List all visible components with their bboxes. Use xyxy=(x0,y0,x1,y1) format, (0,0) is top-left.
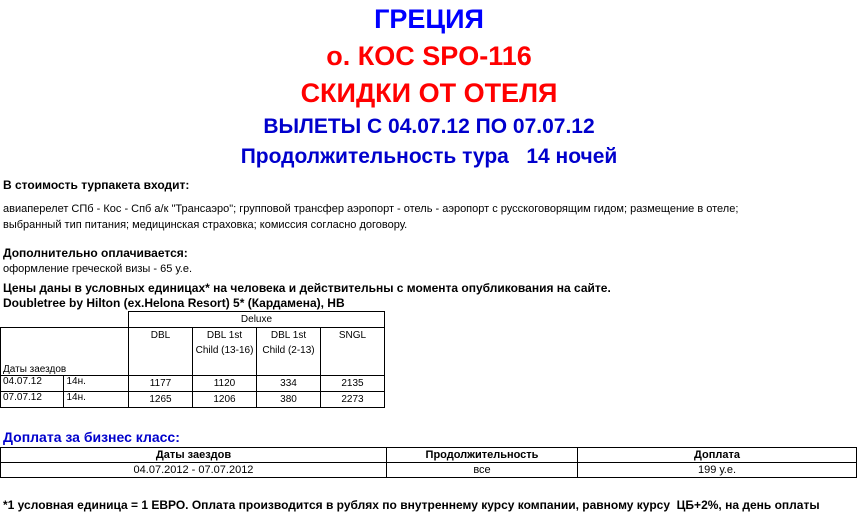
business-title: Доплата за бизнес класс: xyxy=(3,429,180,445)
included-title: В стоимость турпакета входит: xyxy=(3,178,190,192)
biz-header: Доплата xyxy=(578,448,857,463)
row-nights: 14н. xyxy=(64,392,129,408)
price-cell: 2273 xyxy=(321,392,385,408)
included-line-2: выбранный тип питания; медицинская страховка; комиссия согласно договору. xyxy=(3,219,408,231)
price-cell: 1206 xyxy=(193,392,257,408)
title-duration: Продолжительность тура 14 ночей xyxy=(240,145,618,168)
col-header: SNGL xyxy=(321,328,385,376)
col-header: DBL 1st Child (2-13) xyxy=(257,328,321,376)
title-island: о. КОС SPO-116 xyxy=(326,41,532,71)
price-cell: 1120 xyxy=(193,376,257,392)
biz-cell: 04.07.2012 - 07.07.2012 xyxy=(1,463,387,478)
biz-header: Даты заездов xyxy=(1,448,387,463)
biz-cell: все xyxy=(387,463,578,478)
included-line-1: авиаперелет СПб - Кос - Спб а/к "Трансаэро"; групповой трансфер аэропорт - отель - аэропорт с русскоговорящим гидом; размещение в отеле; xyxy=(3,203,739,215)
row-date: 04.07.12 xyxy=(1,376,64,392)
title-departures: ВЫЛЕТЫ С 04.07.12 ПО 07.07.12 xyxy=(263,115,595,138)
row-date: 07.07.12 xyxy=(1,392,64,408)
price-cell: 1177 xyxy=(129,376,193,392)
extra-visa: оформление греческой визы - 65 у.е. xyxy=(3,263,193,275)
col-header: DBL xyxy=(129,328,193,376)
col-header: DBL 1st Child (13-16) xyxy=(193,328,257,376)
price-cell: 380 xyxy=(257,392,321,408)
hotel-name: Doubletree by Hilton (ex.Helona Resort) 5* (Кардамена), HB xyxy=(3,296,345,310)
price-cell: 334 xyxy=(257,376,321,392)
price-note: Цены даны в условных единицах* на человека и действительны с момента опубликования на сайте. xyxy=(3,281,611,295)
footnote: *1 условная единица = 1 ЕВРО. Оплата производится в рублях по внутреннему курсу компании, равному курсу ЦБ+2%, на день оплаты xyxy=(3,498,820,512)
title-discount: СКИДКИ ОТ ОТЕЛЯ xyxy=(300,78,558,108)
row-nights: 14н. xyxy=(64,376,129,392)
title-country: ГРЕЦИЯ xyxy=(374,4,484,34)
biz-cell: 199 у.е. xyxy=(578,463,857,478)
price-cell: 2135 xyxy=(321,376,385,392)
table-corner xyxy=(1,312,129,328)
price-table xyxy=(0,311,385,408)
room-type-header: Deluxe xyxy=(129,312,385,328)
dates-header: Даты заездов xyxy=(1,328,129,376)
price-cell: 1265 xyxy=(129,392,193,408)
business-table xyxy=(0,447,857,478)
biz-header: Продолжительность xyxy=(387,448,578,463)
extra-title: Дополнительно оплачивается: xyxy=(3,246,188,260)
